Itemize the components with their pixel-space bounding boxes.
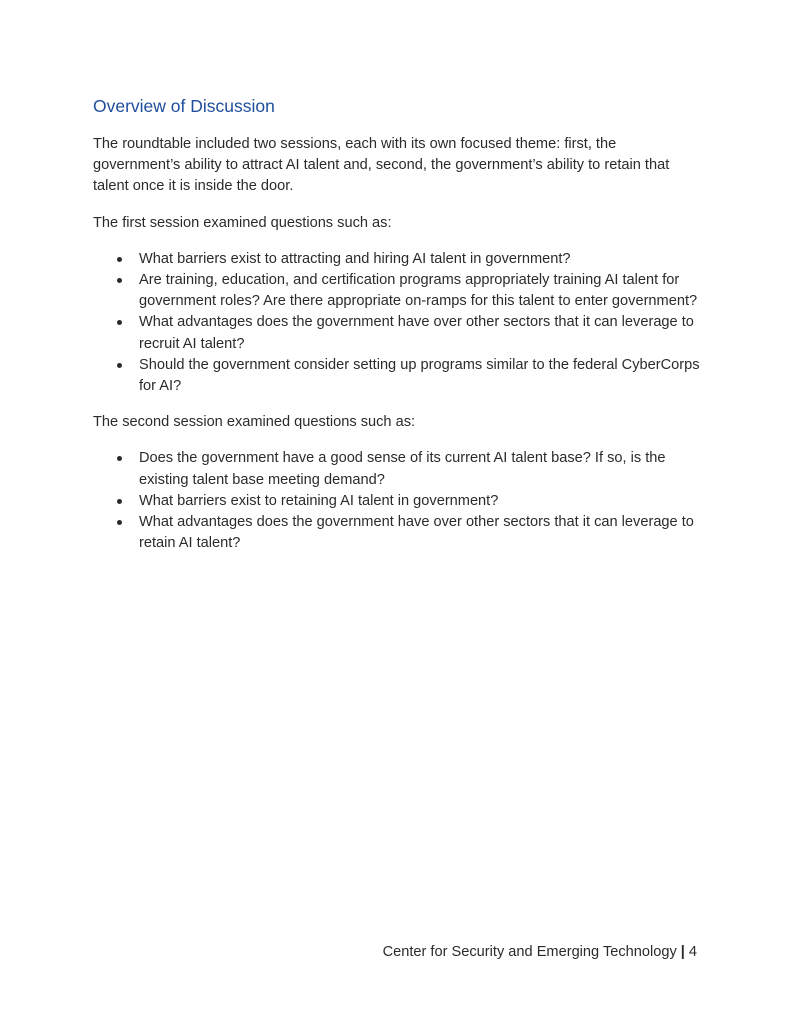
bullet-icon (117, 257, 122, 262)
page-number: 4 (688, 944, 697, 960)
question-text: What advantages does the government have over other sectors that it can leverage to recruit AI talent? (139, 314, 694, 352)
list-item (93, 355, 703, 397)
list-item (93, 312, 703, 354)
bullet-icon (117, 278, 122, 283)
list-item (93, 512, 703, 554)
question-text: What barriers exist to retaining AI talent in government? (139, 492, 499, 509)
section-heading: Overview of Discussion (93, 96, 275, 116)
question-text: Are training, education, and certification programs appropriately training AI talent for government roles? Are there appropriate on-ramps for this talent to enter government? (139, 272, 698, 310)
page-footer (383, 942, 697, 962)
list-item (93, 448, 703, 490)
footer-separator: | (680, 944, 685, 960)
bullet-icon (117, 499, 122, 504)
session1-question-list (93, 249, 703, 397)
question-text: What barriers exist to attracting and hiring AI talent in government? (139, 250, 571, 267)
bullet-icon (117, 456, 122, 461)
page-content (93, 94, 703, 569)
session2-lead: The second session examined questions such as: (93, 414, 416, 431)
session1-lead: The first session examined questions such as: (93, 214, 392, 231)
bullet-icon (117, 320, 122, 325)
question-text: Does the government have a good sense of its current AI talent base? If so, is the existing talent base meeting demand? (139, 450, 666, 488)
intro-paragraph: The roundtable included two sessions, each with its own focused theme: first, the government’s ability to attract AI talent and, second, the government’s ability to retain that talent once it is inside the door. (93, 136, 670, 195)
footer-organization: Center for Security and Emerging Technology (382, 944, 677, 960)
list-item (93, 491, 703, 512)
bullet-icon (117, 363, 122, 368)
question-text: What advantages does the government have over other sectors that it can leverage to retain AI talent? (139, 514, 694, 552)
list-item (93, 270, 703, 312)
question-text: Should the government consider setting up programs similar to the federal CyberCorps for AI? (139, 356, 700, 395)
session2-question-list (93, 448, 703, 554)
list-item (93, 249, 703, 270)
bullet-icon (117, 520, 122, 525)
